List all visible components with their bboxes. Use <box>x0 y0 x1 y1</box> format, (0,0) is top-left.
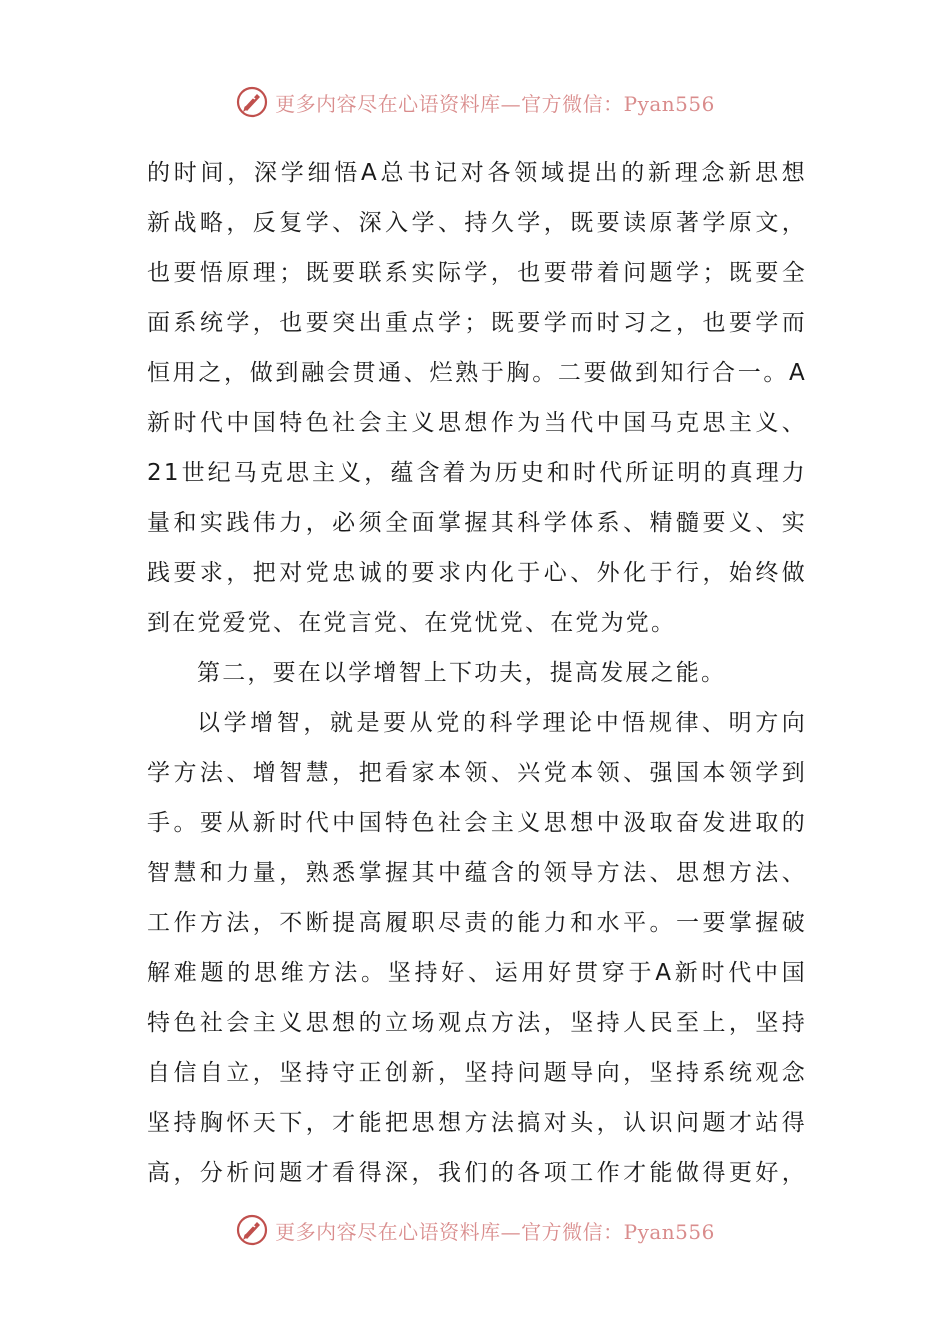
text-line: 坚持胸怀天下，才能把思想方法搞对头，认识问题才站得 <box>147 1110 807 1136</box>
text-line: 也要悟原理；既要联系实际学，也要带着问题学；既要全 <box>147 260 807 286</box>
text-line: 高，分析问题才看得深，我们的各项工作才能做得更好， <box>147 1160 807 1186</box>
paragraph-end-line: 到在党爱党、在党言党、在党忧党、在党为党。 <box>147 610 677 636</box>
document-body <box>147 148 807 1198</box>
watermark-text: 更多内容尽在心语资料库—官方微信：Pyan556 <box>275 1219 715 1244</box>
section-heading: 第二，要在以学增智上下功夫，提高发展之能。 <box>197 660 727 686</box>
footer-watermark <box>0 1210 950 1250</box>
text-line: 手。要从新时代中国特色社会主义思想中汲取奋发进取的 <box>147 810 807 836</box>
text-line: 践要求，把对党忠诚的要求内化于心、外化于行，始终做 <box>147 560 807 586</box>
text-line: 自信自立，坚持守正创新，坚持问题导向，坚持系统观念 <box>147 1060 807 1086</box>
text-line: 特色社会主义思想的立场观点方法，坚持人民至上，坚持 <box>147 1010 807 1036</box>
text-line: 工作方法，不断提高履职尽责的能力和水平。一要掌握破 <box>147 910 807 936</box>
text-line: 解难题的思维方法。坚持好、运用好贯穿于A新时代中国 <box>147 960 807 986</box>
text-line: 学方法、增智慧，把看家本领、兴党本领、强国本领学到 <box>147 760 807 786</box>
text-line: 智慧和力量，熟悉掌握其中蕴含的领导方法、思想方法、 <box>147 860 807 886</box>
paragraph-start-line: 以学增智，就是要从党的科学理论中悟规律、明方向 <box>197 710 807 736</box>
text-line: 面系统学，也要突出重点学；既要学而时习之，也要学而 <box>147 310 807 336</box>
text-line: 量和实践伟力，必须全面掌握其科学体系、精髓要义、实 <box>147 510 807 536</box>
text-line: 新战略，反复学、深入学、持久学，既要读原著学原文， <box>147 210 807 236</box>
text-line: 的时间，深学细悟A总书记对各领域提出的新理念新思想 <box>147 160 807 186</box>
text-line: 新时代中国特色社会主义思想作为当代中国马克思主义、 <box>147 410 807 436</box>
header-watermark <box>0 82 950 122</box>
pen-seal-icon <box>235 85 269 119</box>
watermark-text: 更多内容尽在心语资料库—官方微信：Pyan556 <box>275 91 715 116</box>
pen-seal-icon <box>235 1213 269 1247</box>
text-line: 恒用之，做到融会贯通、烂熟于胸。二要做到知行合一。A <box>147 360 807 386</box>
text-line: 21世纪马克思主义，蕴含着为历史和时代所证明的真理力 <box>147 460 807 486</box>
